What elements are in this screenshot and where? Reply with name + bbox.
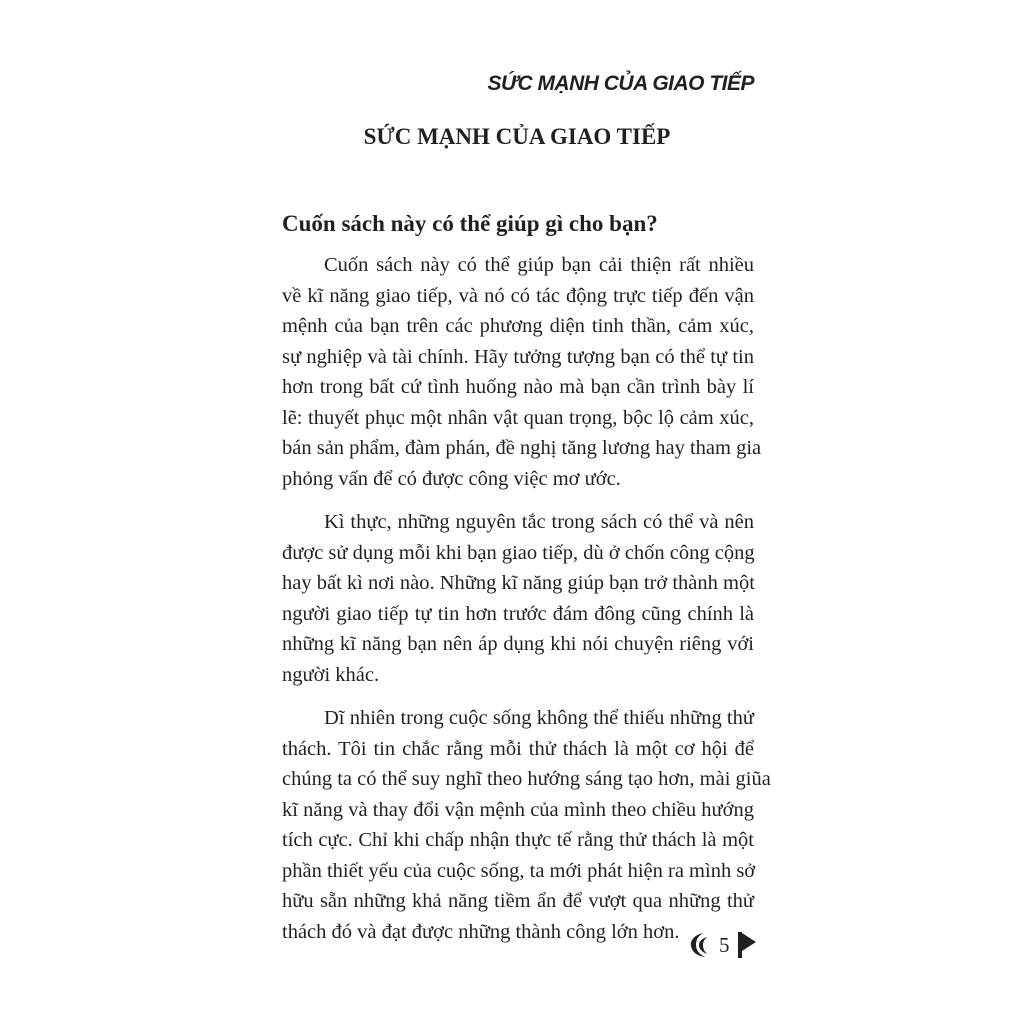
paragraph-line: Kì thực, những nguyên tắc trong sách có thể và nên (324, 511, 754, 533)
paragraph-line: bán sản phẩm, đàm phán, đề nghị tăng lương hay tham gia (282, 437, 762, 459)
page-number: 5 (719, 932, 730, 957)
paragraph-line: người khác. (282, 663, 380, 686)
paragraph-line: người giao tiếp tự tin hơn trước đám đông cũng chính là (282, 602, 754, 625)
paragraph-line: mệnh của bạn trên các phương diện tinh thần, cảm xúc, (282, 315, 754, 337)
paragraph-line: phần thiết yếu của cuộc sống, ta mới phát hiện ra mình sở (282, 859, 756, 882)
paragraph-line: hữu sẵn những khả năng tiềm ẩn để vượt qua những thử (282, 890, 754, 912)
paragraph-line: tích cực. Chỉ khi chấp nhận thực tế rằng thử thách là một (282, 829, 754, 851)
body-text (282, 206, 771, 960)
paragraph-line: chúng ta có thể suy nghĩ theo hướng sáng tạo hơn, mài giũa (282, 768, 771, 790)
page-footer (690, 930, 757, 960)
paragraph-line: thách đó và đạt được những thành công lớn hơn. (282, 920, 680, 943)
chapter-title: SỨC MẠNH CỦA GIAO TIẾP (363, 124, 671, 149)
paragraph-line: Cuốn sách này có thể giúp bạn cải thiện rất nhiều (324, 254, 754, 276)
paragraph-line: về kĩ năng giao tiếp, và nó có tác động trực tiếp đến vận (282, 284, 754, 307)
paragraph-line: được sử dụng mỗi khi bạn giao tiếp, dù ở chốn công cộng (282, 541, 755, 564)
paragraph (282, 507, 754, 690)
pennant-arrow-icon (737, 931, 757, 959)
paragraph-line: lẽ: thuyết phục một nhân vật quan trọng, bộc lộ cảm xúc, (282, 406, 754, 429)
paragraph-line: những kĩ năng bạn nên áp dụng khi nói chuyện riêng với (282, 633, 754, 655)
paragraph-line: Dĩ nhiên trong cuộc sống không thể thiếu những thử (324, 707, 754, 729)
paragraph-line: phỏng vấn để có được công việc mơ ước. (282, 467, 621, 490)
paragraph-line: sự nghiệp và tài chính. Hãy tưởng tượng bạn có thể tự tin (282, 345, 754, 368)
paragraph-line: thách. Tôi tin chắc rằng mỗi thử thách là một cơ hội để (282, 737, 754, 760)
section-heading: Cuốn sách này có thể giúp gì cho bạn? (282, 211, 658, 236)
paragraph-line: hay bất kì nơi nào. Những kĩ năng giúp bạn trở thành một (282, 572, 755, 594)
paragraph (282, 703, 771, 947)
paragraph-line: kĩ năng và thay đổi vận mệnh của mình theo chiều hướng (282, 798, 754, 821)
running-header: SỨC MẠNH CỦA GIAO TIẾP (487, 72, 754, 95)
paragraph-line: hơn trong bất cứ tình huống nào mà bạn cần trình bày lí (282, 376, 754, 398)
crescent-ornament-icon (690, 932, 708, 958)
paragraph (282, 250, 762, 494)
paragraph-list (282, 250, 771, 947)
